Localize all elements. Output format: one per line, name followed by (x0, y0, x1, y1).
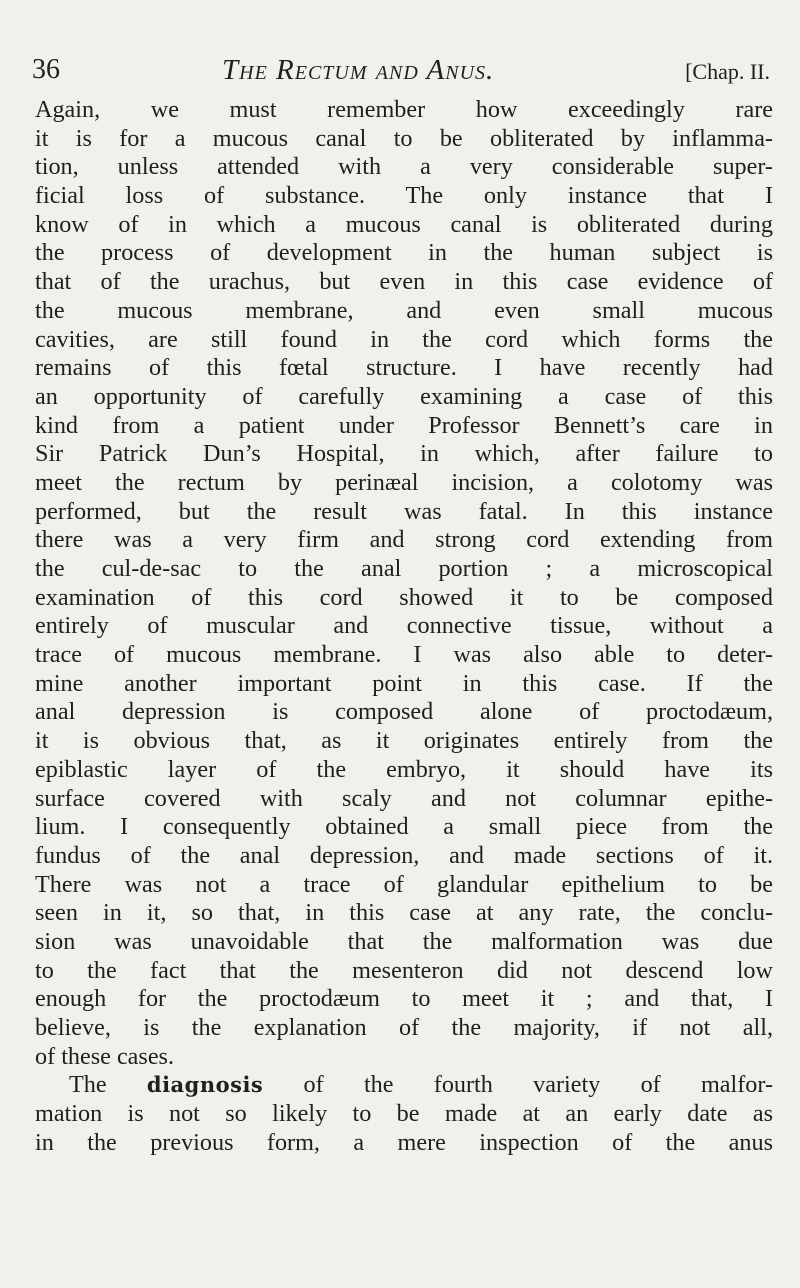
text-line: anal depression is composed alone of proctodæum, (35, 698, 773, 726)
text-line: Again, we must remember how exceedingly rare (35, 96, 773, 123)
text-line: seen in it, so that, in this case at any rate, the conclu- (35, 899, 773, 927)
page-number: 36 (32, 54, 60, 85)
text-line: of these cases. (35, 1042, 175, 1070)
text-line: entirely of muscular and connective tissue, without a (35, 612, 773, 640)
text-line: it is obvious that, as it originates entirely from the (35, 727, 773, 755)
text-line: examination of this cord showed it to be composed (35, 583, 773, 611)
text-line: ficial loss of substance. The only instance that I (35, 182, 773, 210)
text-line: tion, unless attended with a very considerable super- (35, 153, 773, 181)
text-line: lium. I consequently obtained a small piece from the (35, 813, 773, 841)
text-line: meet the rectum by perinæal incision, a colotomy was (35, 468, 773, 496)
text-line: trace of mucous membrane. I was also able to deter- (35, 641, 773, 669)
text-line: Sir Patrick Dun’s Hospital, in which, after failure to (35, 440, 773, 468)
text-line: epiblastic layer of the embryo, it should have its (35, 755, 773, 783)
text-line: sion was unavoidable that the malformation was due (35, 927, 773, 955)
text-line: surface covered with scaly and not columnar epithe- (35, 784, 773, 812)
text-line: in the previous form, a mere inspection of the anus (35, 1128, 773, 1156)
text-line: the mucous membrane, and even small mucous (35, 296, 773, 324)
text-line: believe, is the explanation of the majority, if not all, (35, 1014, 773, 1041)
diagnosis-heading: diagnosis (146, 1072, 264, 1098)
text-line: the cul-de-sac to the anal portion ; a microscopical (35, 555, 773, 582)
text-line: that of the urachus, but even in this case evidence of (35, 268, 773, 296)
text-line: There was not a trace of glandular epithelium to be (35, 870, 773, 898)
text-line: cavities, are still found in the cord which forms the (35, 325, 773, 353)
paragraph-2-start: The (69, 1071, 107, 1099)
text-line: fundus of the anal depression, and made sections of it. (35, 841, 773, 869)
text-line: to the fact that the mesenteron did not descend low (35, 956, 773, 984)
text-line: enough for the proctodæum to meet it ; and that, I (35, 985, 773, 1013)
chapter-reference: [Chap. II. (685, 59, 770, 84)
text-line: remains of this fœtal structure. I have recently had (35, 354, 773, 382)
text-line (35, 1071, 773, 1100)
text-line: the process of development in the human subject is (35, 239, 773, 267)
paragraph-2-line-1-end: of the fourth variety of malfor- (303, 1071, 774, 1099)
book-title: The Rectum and Anus. (222, 54, 495, 86)
text-line: know of in which a mucous canal is obliterated during (35, 210, 773, 238)
paragraph-2 (35, 1071, 773, 1157)
text-line: an opportunity of carefully examining a case of this (35, 382, 773, 410)
text-line: kind from a patient under Professor Bennett’s care in (35, 411, 773, 439)
text-line: performed, but the result was fatal. In this instance (35, 497, 773, 525)
paragraph-1 (35, 96, 773, 1071)
text-line: it is for a mucous canal to be obliterated by inflamma- (35, 124, 773, 152)
running-head (32, 52, 770, 88)
text-line: mation is not so likely to be made at an early date as (35, 1100, 773, 1128)
body-text (35, 96, 773, 1157)
text-line: there was a very firm and strong cord extending from (35, 526, 773, 554)
text-line: mine another important point in this case. If the (35, 669, 773, 697)
